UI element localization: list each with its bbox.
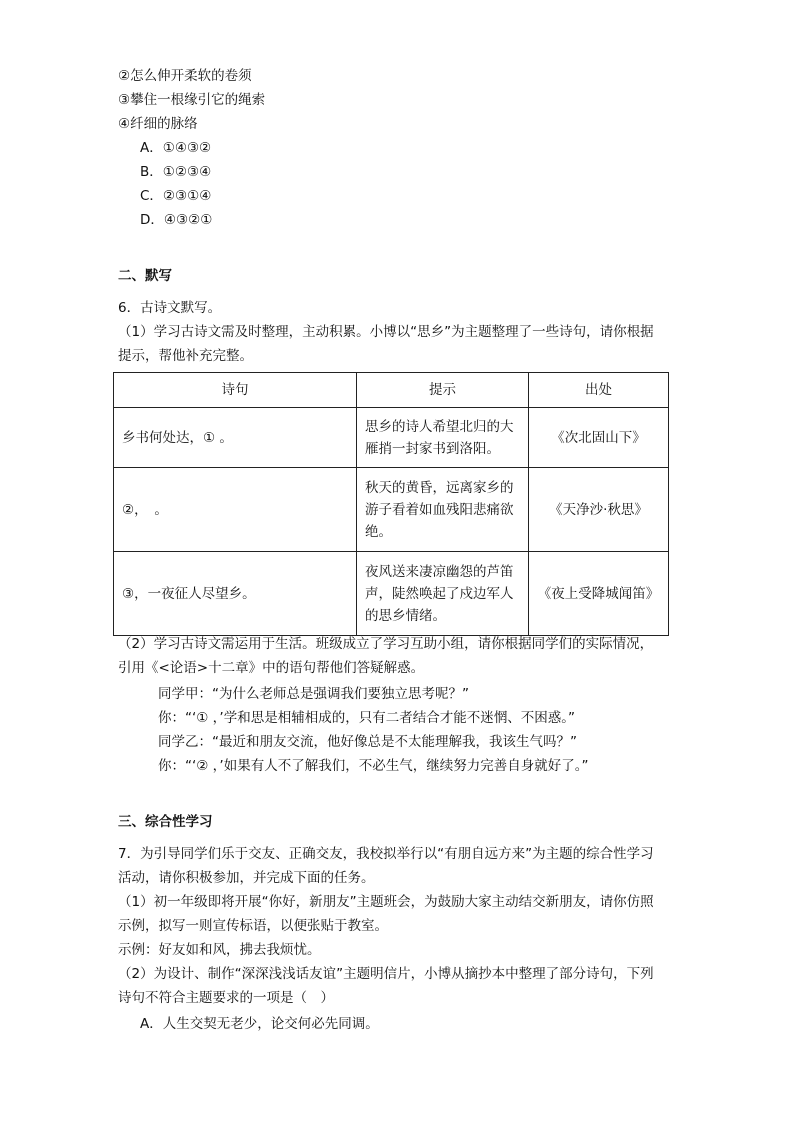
- q6-1-text-line1: （1）学习古诗文需及时整理，主动积累。小博以“思乡”为主题整理了一些诗句，请你根据: [118, 324, 654, 340]
- q7-text-line1: 7．为引导同学们乐于交友、正确交友，我校拟举行以“有朋自远方来”为主题的综合性学习: [118, 846, 654, 862]
- q6-2-text-line1: （2）学习古诗文需运用于生活。班级成立了学习互助小组，请你根据同学们的实际情况，: [118, 636, 654, 652]
- q7-1-text-line1: （1）初一年级即将开展“你好，新朋友”主题班会，为鼓励大家主动结交新朋友，请你仿照: [118, 894, 654, 910]
- q6-2-text-line2: 引用《<论语>十二章》中的语句帮他们答疑解惑。: [118, 660, 425, 676]
- section-3-heading: 三、综合性学习: [118, 814, 213, 830]
- q7-2-option-a: A．人生交契无老少，论交何必先同调。: [140, 1016, 379, 1032]
- q5-option-d: D．④③②①: [140, 212, 213, 228]
- q7-example: 示例：好友如和风，拂去我烦忧。: [118, 942, 321, 958]
- q6-1-text-line2: 提示，帮他补充完整。: [118, 348, 253, 364]
- q5-option-b: B．①②③④: [140, 164, 212, 180]
- section-2-heading: 二、默写: [118, 268, 172, 284]
- table-cell-hint: 思乡的诗人希望北归的大雁捎一封家书到洛阳。: [357, 408, 529, 468]
- q7-text-line2: 活动，请你积极参加，并完成下面的任务。: [118, 870, 375, 886]
- table-row: [114, 552, 669, 636]
- poem-table: [113, 372, 669, 636]
- q5-item-4: ④纤细的脉络: [118, 116, 198, 132]
- q5-item-2: ②怎么伸开柔软的卷须: [118, 68, 252, 84]
- q7-2-text-line1: （2）为设计、制作“深深浅浅话友谊”主题明信片，小博从摘抄本中整理了部分诗句，下列: [118, 966, 654, 982]
- table-cell-hint: 秋天的黄昏，远离家乡的游子看着如血残阳悲痛欲绝。: [357, 468, 529, 552]
- table-cell-source: 《天净沙·秋思》: [529, 468, 669, 552]
- table-cell-hint: 夜风送来凄凉幽怨的芦笛声，陡然唤起了戍边军人的思乡情绪。: [357, 552, 529, 636]
- table-header-row: [114, 373, 669, 408]
- table-header-verse: 诗句: [114, 373, 357, 408]
- q7-1-text-line2: 示例，拟写一则宣传标语，以便张贴于教室。: [118, 918, 388, 934]
- dialog-line: 同学乙：“最近和朋友交流，他好像总是不太能理解我，我该生气吗？”: [158, 734, 577, 750]
- table-cell-source: 《夜上受降城闻笛》: [529, 552, 669, 636]
- dialog-line: 你：“‘① ，’学和思是相辅相成的，只有二者结合才能不迷惘、不困惑。”: [158, 710, 575, 726]
- q7-2-text-line2: 诗句不符合主题要求的一项是（ ）: [118, 990, 334, 1006]
- table-header-source: 出处: [529, 373, 669, 408]
- table-row: [114, 408, 669, 468]
- table-header-hint: 提示: [357, 373, 529, 408]
- q5-item-3: ③攀住一根缘引它的绳索: [118, 92, 266, 108]
- table-row: [114, 468, 669, 552]
- table-cell-verse: 乡书何处达，① 。: [114, 408, 357, 468]
- dialog-line: 你：“‘② ，’如果有人不了解我们，不必生气，继续努力完善自身就好了。”: [158, 758, 589, 774]
- table-cell-verse: ②， 。: [114, 468, 357, 552]
- q5-option-a: A．①④③②: [140, 140, 212, 156]
- q5-option-c: C．②③①④: [140, 188, 212, 204]
- dialog-line: 同学甲：“为什么老师总是强调我们要独立思考呢？”: [158, 686, 469, 702]
- table-cell-source: 《次北固山下》: [529, 408, 669, 468]
- table-cell-verse: ③，一夜征人尽望乡。: [114, 552, 357, 636]
- q6-title: 6．古诗文默写。: [118, 300, 222, 316]
